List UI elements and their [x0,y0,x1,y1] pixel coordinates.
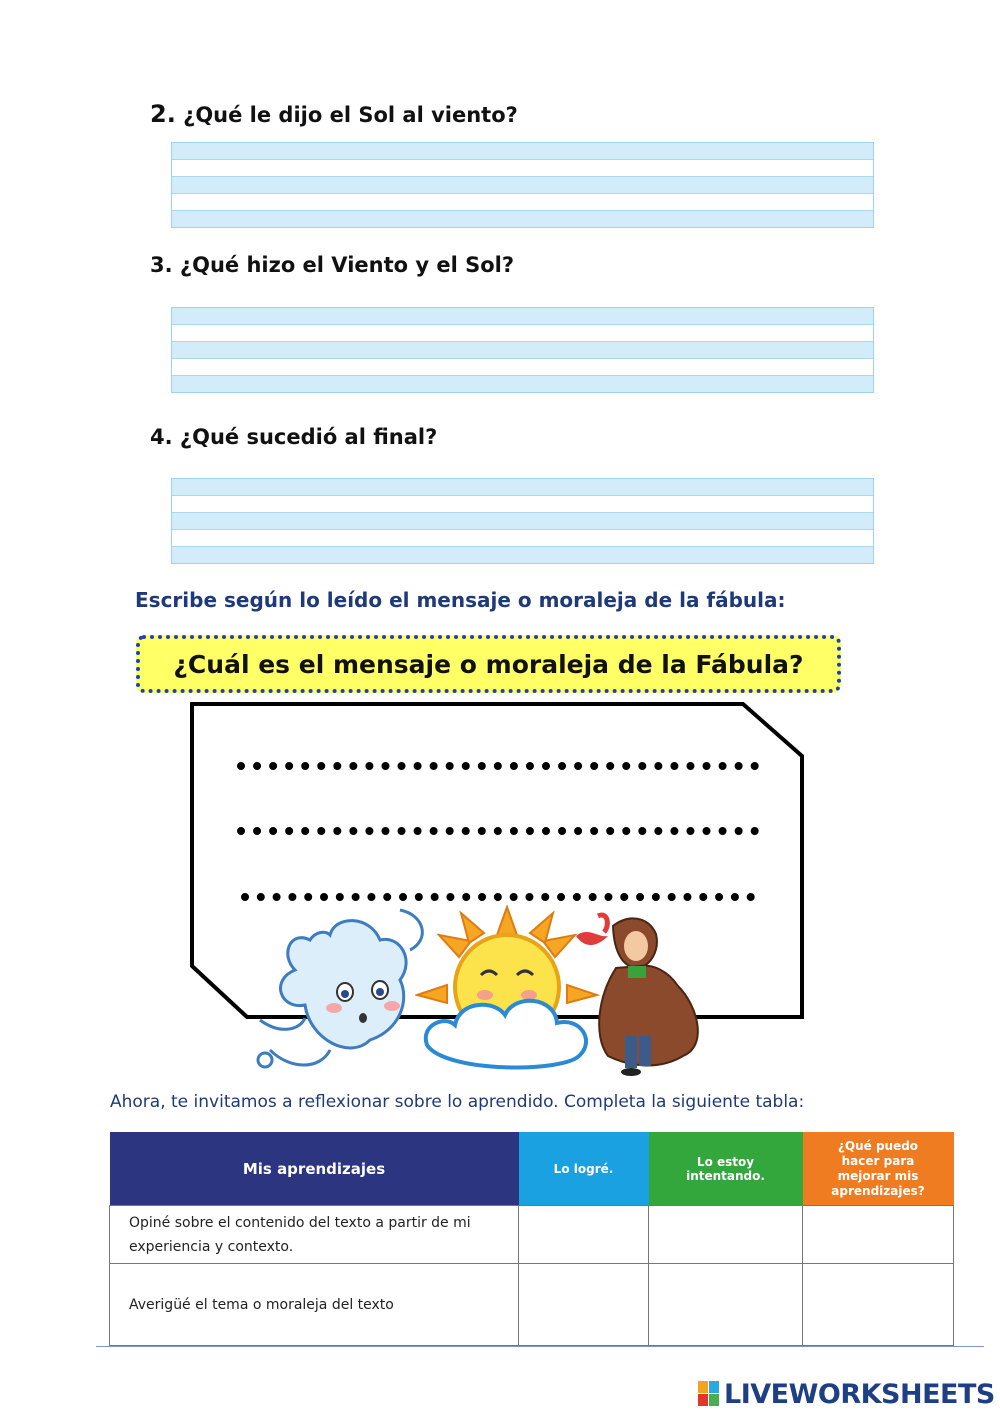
table-row [110,1206,954,1264]
traveler-character-illustration [568,906,713,1078]
question-2 [150,100,518,128]
question-4-number: 4. [150,425,173,449]
answer-field-3[interactable] [171,307,874,393]
learning-item-2-line-1: Averigüé el tema o moraleja del texto [129,1296,394,1313]
learning-assessment-table [109,1132,954,1346]
moral-question-banner: ¿Cuál es el mensaje o moraleja de la Fábula? [136,635,841,693]
answer-field-2[interactable] [171,142,874,228]
header-improve-line-3: mejorar mis [837,1168,919,1183]
row-1-achieved-cell[interactable] [519,1206,649,1264]
header-improve-line-4: aprendizajes? [831,1183,925,1198]
learning-item-2 [110,1264,519,1346]
liveworksheets-wordmark: LIVEWORKSHEETS [724,1378,995,1410]
answer-field-4[interactable] [171,478,874,564]
liveworksheets-brand [698,1377,995,1411]
header-achieved [519,1132,649,1206]
question-3-text: ¿Qué hizo el Viento y el Sol? [179,253,515,277]
liveworksheets-logo-icon [698,1381,720,1407]
header-achieved-label: Lo logré. [553,1161,614,1176]
row-1-trying-cell[interactable] [649,1206,803,1264]
row-2-trying-cell[interactable] [649,1264,803,1346]
row-1-improve-cell[interactable] [803,1206,954,1264]
header-my-learnings [110,1132,519,1206]
learning-item-1-line-1: Opiné sobre el contenido del texto a partir de mi [129,1214,471,1231]
reflection-instruction: Ahora, te invitamos a reflexionar sobre lo aprendido. Completa la siguiente tabla: [110,1092,805,1112]
moral-writing-line-2[interactable] [237,827,759,835]
header-my-learnings-label: Mis aprendizajes [242,1159,386,1178]
question-2-text: ¿Qué le dijo el Sol al viento? [183,103,518,127]
table-header-row [110,1132,954,1206]
question-4-text: ¿Qué sucedió al final? [179,425,438,449]
header-improve-line-2: hacer para [841,1153,915,1168]
learning-item-1-line-2: experiencia y contexto. [129,1238,294,1255]
question-4 [150,425,437,449]
footer-divider [96,1346,984,1347]
header-trying [649,1132,803,1206]
table-row [110,1264,954,1346]
wind-character-illustration [250,900,440,1082]
moral-writing-line-1[interactable] [237,762,759,770]
learning-item-1 [110,1206,519,1264]
moral-instruction: Escribe según lo leído el mensaje o moraleja de la fábula: [135,588,786,612]
header-trying-line-2: intentando. [686,1168,765,1183]
question-3 [150,253,514,277]
header-improve-line-1: ¿Qué puedo [837,1138,919,1153]
header-trying-line-1: Lo estoy [696,1154,755,1169]
question-3-number: 3. [150,253,173,277]
question-2-number: 2. [150,100,176,128]
row-2-improve-cell[interactable] [803,1264,954,1346]
row-2-achieved-cell[interactable] [519,1264,649,1346]
header-improve [803,1132,954,1206]
